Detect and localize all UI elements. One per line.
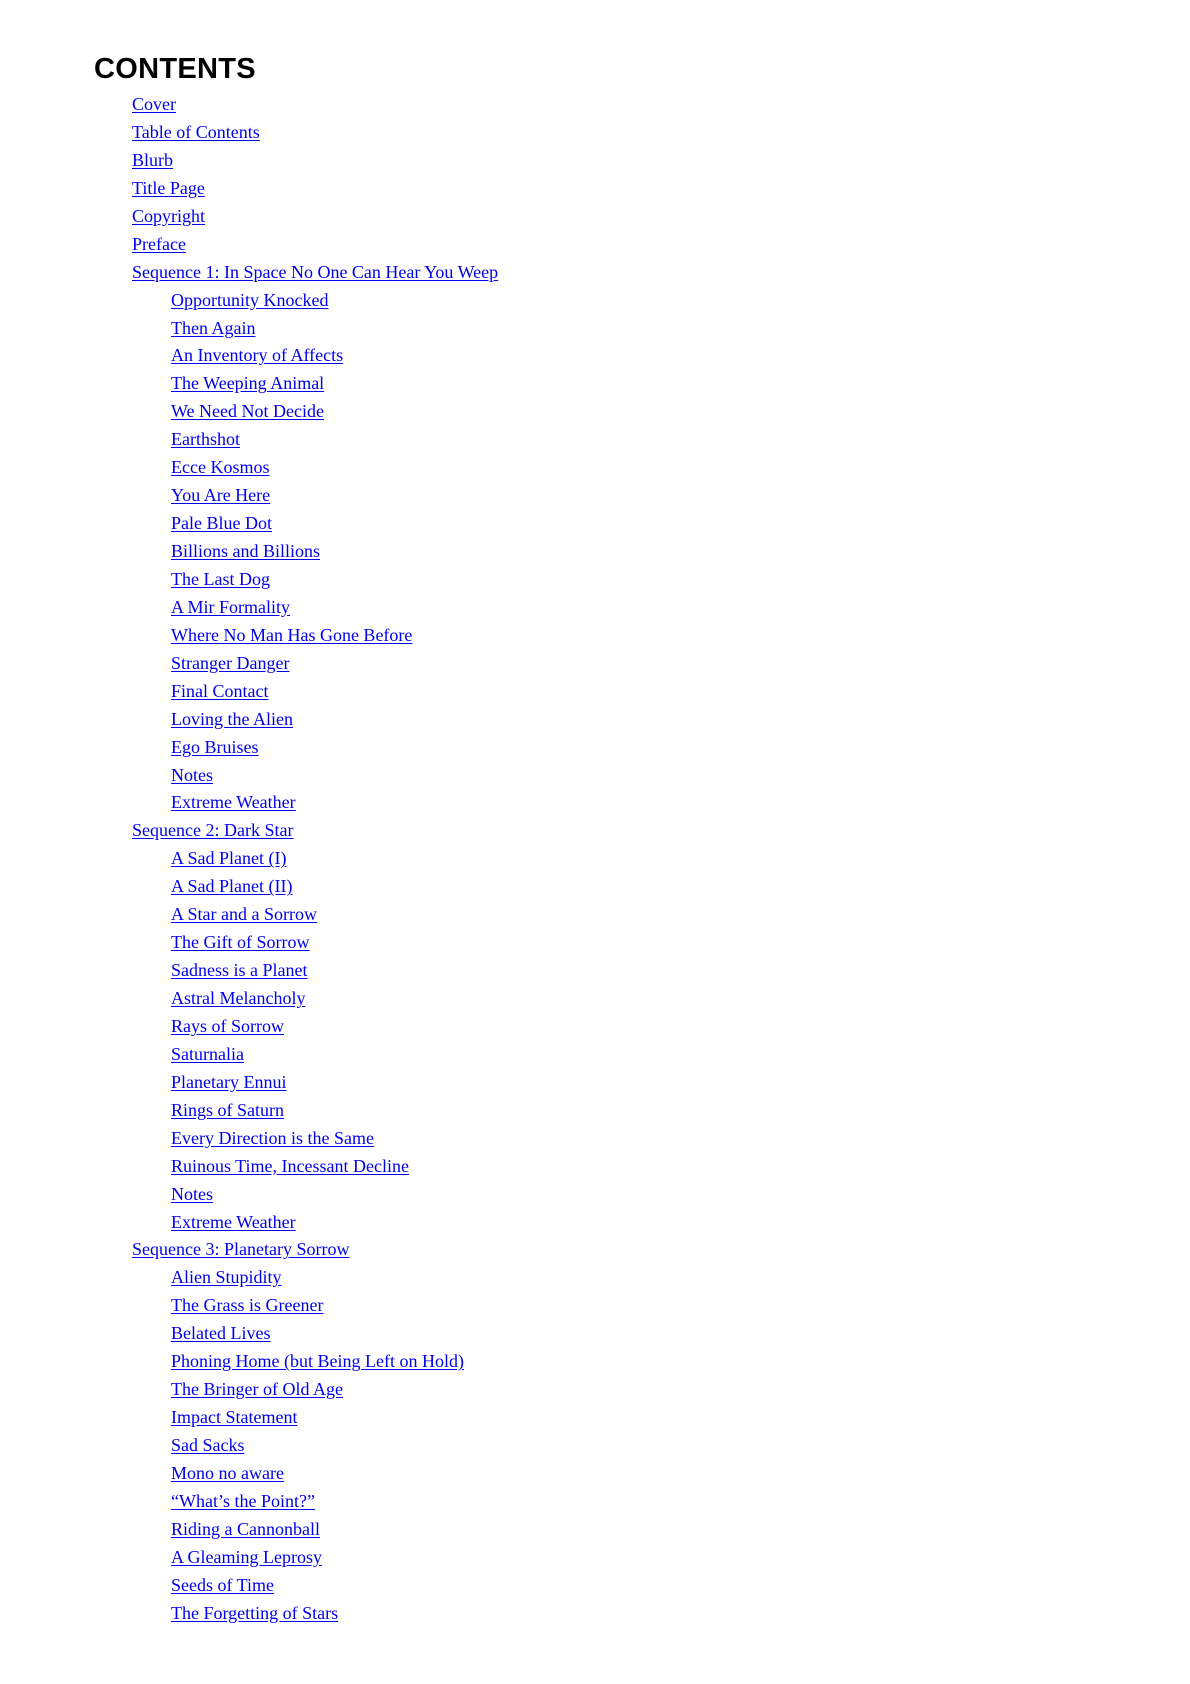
- toc-section-item: [0, 817, 498, 845]
- toc-chapter-link[interactable]: A Gleaming Leprosy: [171, 1546, 322, 1567]
- toc-section-item: [0, 259, 498, 287]
- toc-chapter-item: [0, 901, 498, 929]
- toc-chapter-link[interactable]: Extreme Weather: [171, 1211, 296, 1232]
- toc-chapter-item: [0, 957, 498, 985]
- toc-chapter-link[interactable]: An Inventory of Affects: [171, 345, 344, 366]
- toc-chapter-item: [0, 1460, 498, 1488]
- toc-section-link[interactable]: Cover: [132, 94, 176, 114]
- toc-section-item: [0, 147, 498, 175]
- toc-chapter-link[interactable]: “What’s the Point?”: [171, 1490, 315, 1511]
- toc-chapter-link[interactable]: Loving the Alien: [171, 708, 293, 729]
- toc-chapter-item: [0, 1013, 498, 1041]
- toc-section-item: [0, 119, 498, 147]
- toc-chapter-link[interactable]: Where No Man Has Gone Before: [171, 624, 413, 645]
- toc-chapter-item: [0, 1153, 498, 1181]
- toc-chapter-item: [0, 1544, 498, 1572]
- toc-chapter-item: [0, 1600, 498, 1628]
- toc-section-link[interactable]: Sequence 2: Dark Star: [132, 820, 294, 841]
- toc-chapter-item: [0, 1432, 498, 1460]
- toc-chapter-item: [0, 1488, 498, 1516]
- toc-chapter-link[interactable]: We Need Not Decide: [171, 401, 324, 422]
- toc-chapter-link[interactable]: Phoning Home (but Being Left on Hold): [171, 1351, 464, 1372]
- toc-chapter-link[interactable]: Then Again: [171, 317, 256, 338]
- toc-chapter-item: [0, 1209, 498, 1237]
- toc-chapter-item: [0, 622, 498, 650]
- toc-chapter-link[interactable]: Impact Statement: [171, 1407, 298, 1428]
- toc-chapter-link[interactable]: Rings of Saturn: [171, 1099, 285, 1120]
- toc-chapter-item: [0, 1292, 498, 1320]
- toc-chapter-link[interactable]: Ecce Kosmos: [171, 457, 270, 478]
- toc-chapter-link[interactable]: Ego Bruises: [171, 736, 259, 757]
- toc-section-link[interactable]: Blurb: [132, 149, 174, 170]
- toc-section-link[interactable]: Table of Contents: [132, 121, 260, 142]
- toc-chapter-item: [0, 510, 498, 538]
- toc-chapter-item: [0, 398, 498, 426]
- toc-chapter-item: [0, 594, 498, 622]
- toc-chapter-link[interactable]: Seeds of Time: [171, 1574, 275, 1595]
- toc-section-item: [0, 91, 498, 119]
- toc-chapter-link[interactable]: Sadness is a Planet: [171, 960, 308, 981]
- toc-chapter-link[interactable]: Saturnalia: [171, 1043, 244, 1064]
- toc-chapter-link[interactable]: Sad Sacks: [171, 1435, 245, 1455]
- toc-chapter-link[interactable]: Opportunity Knocked: [171, 289, 329, 310]
- toc-chapter-item: [0, 482, 498, 510]
- toc-chapter-link[interactable]: A Sad Planet (II): [171, 876, 293, 897]
- toc-chapter-link[interactable]: A Mir Formality: [171, 596, 291, 617]
- toc-chapter-item: [0, 1097, 498, 1125]
- toc-chapter-link[interactable]: Pale Blue Dot: [171, 513, 272, 534]
- toc-chapter-item: [0, 1404, 498, 1432]
- toc-chapter-item: [0, 1069, 498, 1097]
- toc-chapter-link[interactable]: The Last Dog: [171, 568, 270, 589]
- toc-chapter-item: [0, 426, 498, 454]
- toc-section-item: [0, 1236, 498, 1264]
- toc-chapter-link[interactable]: Extreme Weather: [171, 792, 296, 813]
- toc-chapter-link[interactable]: Mono no aware: [171, 1462, 284, 1483]
- toc-chapter-link[interactable]: A Star and a Sorrow: [171, 904, 317, 925]
- toc-chapter-link[interactable]: Stranger Danger: [171, 652, 290, 673]
- toc-chapter-link[interactable]: The Grass is Greener: [171, 1295, 324, 1316]
- toc-list: [0, 91, 498, 1628]
- toc-chapter-item: [0, 873, 498, 901]
- toc-chapter-link[interactable]: You Are Here: [171, 485, 271, 506]
- toc-chapter-item: [0, 287, 498, 315]
- toc-chapter-item: [0, 845, 498, 873]
- toc-chapter-item: [0, 762, 498, 790]
- toc-chapter-item: [0, 566, 498, 594]
- toc-chapter-item: [0, 1376, 498, 1404]
- toc-chapter-link[interactable]: Billions and Billions: [171, 541, 321, 561]
- toc-chapter-item: [0, 1181, 498, 1209]
- toc-section-link[interactable]: Copyright: [132, 205, 206, 226]
- toc-chapter-link[interactable]: Earthshot: [171, 429, 240, 450]
- toc-section-link[interactable]: Sequence 3: Planetary Sorrow: [132, 1239, 350, 1260]
- toc-chapter-item: [0, 342, 498, 370]
- toc-chapter-item: [0, 1264, 498, 1292]
- toc-section-item: [0, 231, 498, 259]
- toc-chapter-item: [0, 789, 498, 817]
- toc-chapter-item: [0, 1516, 498, 1544]
- toc-chapter-link[interactable]: Notes: [171, 1183, 213, 1204]
- toc-chapter-link[interactable]: Final Contact: [171, 680, 269, 701]
- toc-section-link[interactable]: Preface: [132, 233, 186, 254]
- toc-section-link[interactable]: Sequence 1: In Space No One Can Hear You Weep: [132, 261, 499, 282]
- toc-chapter-link[interactable]: Alien Stupidity: [171, 1267, 282, 1288]
- toc-chapter-link[interactable]: Every Direction is the Same: [171, 1127, 374, 1148]
- toc-section-item: [0, 175, 498, 203]
- toc-chapter-item: [0, 315, 498, 343]
- toc-chapter-item: [0, 1572, 498, 1600]
- toc-chapter-item: [0, 706, 498, 734]
- toc-chapter-item: [0, 1041, 498, 1069]
- toc-chapter-link[interactable]: The Bringer of Old Age: [171, 1379, 343, 1400]
- toc-section-item: [0, 203, 498, 231]
- toc-chapter-link[interactable]: The Weeping Animal: [171, 373, 325, 394]
- toc-chapter-link[interactable]: A Sad Planet (I): [171, 848, 287, 869]
- toc-chapter-link[interactable]: The Gift of Sorrow: [171, 932, 310, 953]
- toc-chapter-link[interactable]: Belated Lives: [171, 1323, 271, 1344]
- toc-chapter-link[interactable]: Riding a Cannonball: [171, 1518, 320, 1539]
- toc-chapter-link[interactable]: The Forgetting of Stars: [171, 1602, 339, 1623]
- toc-chapter-item: [0, 650, 498, 678]
- toc-chapter-link[interactable]: Ruinous Time, Incessant Decline: [171, 1155, 409, 1176]
- toc-chapter-link[interactable]: Astral Melancholy: [171, 988, 306, 1008]
- toc-chapter-item: [0, 1348, 498, 1376]
- toc-chapter-link[interactable]: Rays of Sorrow: [171, 1015, 284, 1036]
- toc-chapter-link[interactable]: Planetary Ennui: [171, 1071, 287, 1092]
- toc-chapter-item: [0, 1125, 498, 1153]
- contents-heading: CONTENTS: [94, 53, 256, 85]
- toc-section-link[interactable]: Title Page: [132, 177, 205, 198]
- toc-chapter-item: [0, 678, 498, 706]
- toc-chapter-item: [0, 985, 498, 1013]
- toc-chapter-item: [0, 734, 498, 762]
- toc-chapter-item: [0, 454, 498, 482]
- toc-chapter-item: [0, 538, 498, 566]
- toc-chapter-item: [0, 929, 498, 957]
- toc-chapter-link[interactable]: Notes: [171, 764, 213, 785]
- toc-chapter-item: [0, 1320, 498, 1348]
- toc-chapter-item: [0, 370, 498, 398]
